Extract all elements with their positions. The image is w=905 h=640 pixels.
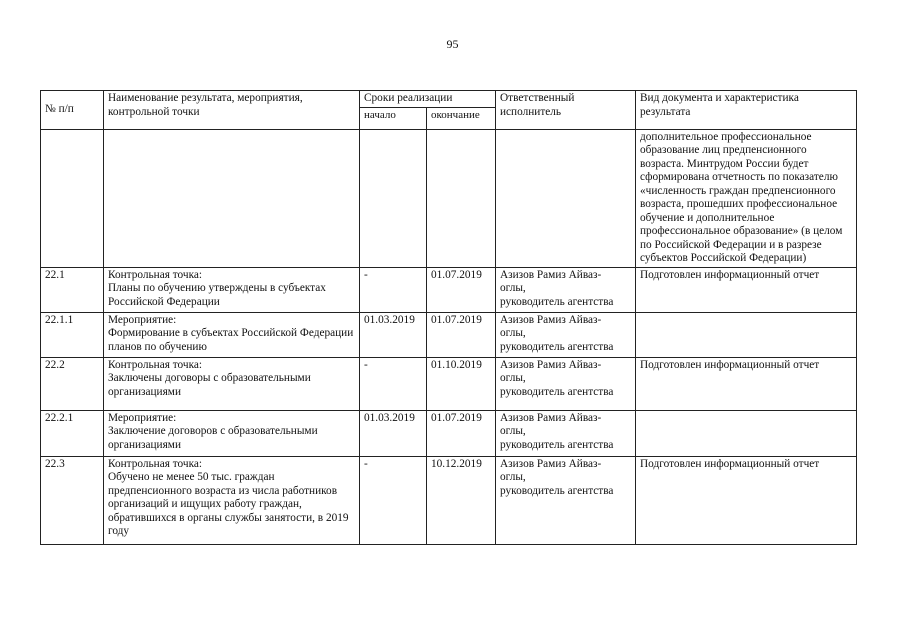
cell-doc: Подготовлен информационный отчет [636,456,857,544]
header-name: Наименование результата, мероприятия, контрольной точки [104,91,360,130]
table-row [41,312,857,357]
cell-doc [636,312,857,357]
table-row [41,267,857,312]
header-end: окончание [427,107,496,129]
cell-start: 01.03.2019 [360,410,427,456]
header-responsible: Ответственный исполнитель [496,91,636,130]
cell-end: 01.10.2019 [427,357,496,410]
cell-num [41,129,104,267]
cell-end: 01.07.2019 [427,267,496,312]
cell-doc [636,410,857,456]
page-number: 95 [446,37,459,51]
cell-end: 01.07.2019 [427,410,496,456]
table-row [41,357,857,410]
cell-start: 01.03.2019 [360,312,427,357]
cell-start [360,129,427,267]
cell-responsible: Азизов Рамиз Айваз- оглы, руководитель агентства [496,410,636,456]
table-row [41,456,857,544]
cell-doc: дополнительное профессиональное образование лиц предпенсионного возраста. Минтрудом России будет сформирована отчетность по показателю «численность граждан предпенсионного возраста, прошедших профессиональное обучение и дополнительное профессиональное образование» (в целом по Российской Федерации и в разрезе субъектов Российской Федерации) [636,129,857,267]
cell-start: - [360,456,427,544]
cell-num: 22.1.1 [41,312,104,357]
cell-responsible: Азизов Рамиз Айваз- оглы, руководитель агентства [496,357,636,410]
header-start: начало [360,107,427,129]
cell-start: - [360,357,427,410]
cell-name: Мероприятие: Формирование в субъектах Российской Федерации планов по обучению [104,312,360,357]
results-table [40,90,857,545]
cell-num: 22.2 [41,357,104,410]
cell-name: Мероприятие: Заключение договоров с образовательными организациями [104,410,360,456]
cell-name: Контрольная точка: Планы по обучению утверждены в субъектах Российской Федерации [104,267,360,312]
table-row [41,410,857,456]
cell-num: 22.3 [41,456,104,544]
cell-num: 22.2.1 [41,410,104,456]
table-row-continuation [41,129,857,267]
cell-doc: Подготовлен информационный отчет [636,267,857,312]
cell-num: 22.1 [41,267,104,312]
cell-doc: Подготовлен информационный отчет [636,357,857,410]
cell-responsible: Азизов Рамиз Айваз- оглы, руководитель агентства [496,312,636,357]
cell-name: Контрольная точка: Обучено не менее 50 тыс. граждан предпенсионного возраста из числа работников организаций и ищущих работу граждан, обратившихся в органы службы занятости, в 2019 году [104,456,360,544]
cell-name: Контрольная точка: Заключены договоры с образовательными организациями [104,357,360,410]
cell-responsible: Азизов Рамиз Айваз- оглы, руководитель агентства [496,456,636,544]
cell-responsible [496,129,636,267]
header-row-top [41,91,857,108]
header-doc: Вид документа и характеристика результата [636,91,857,130]
cell-start: - [360,267,427,312]
cell-end: 01.07.2019 [427,312,496,357]
header-period: Сроки реализации [360,91,496,108]
cell-name [104,129,360,267]
cell-end: 10.12.2019 [427,456,496,544]
cell-end [427,129,496,267]
header-num: № п/п [41,91,104,130]
cell-responsible: Азизов Рамиз Айваз- оглы, руководитель агентства [496,267,636,312]
